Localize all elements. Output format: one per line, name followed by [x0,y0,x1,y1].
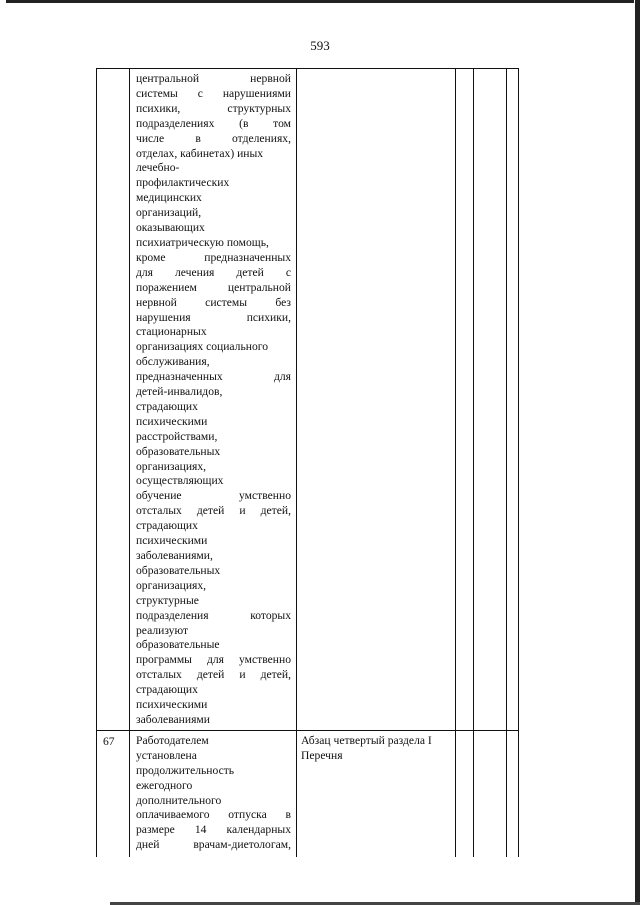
text-line: поражением центральной [136,280,291,294]
text-line: психическими [136,414,208,428]
reference-line: Абзац четвертый раздела I [301,733,432,747]
text-line: образовательные [136,638,220,652]
text-line: нервной системы без [136,295,291,309]
text-line: программы для умственно [136,653,291,667]
text-line: лечебно- [136,161,180,175]
text-line: дополнительного [136,793,222,807]
text-line: страдающих [136,683,198,697]
text-line: центральной нервной [136,72,291,85]
text-line: заболеваниями [136,712,210,726]
page-number: 593 [310,38,330,53]
answer-cell-3 [507,69,519,731]
text-line: подразделения которых [136,608,291,622]
row-number-cell [97,69,130,731]
text-line: детей-инвалидов, [136,385,223,399]
text-line: организациях, [136,459,207,473]
text-line: установлена [136,748,197,762]
text-line: оплачиваемого отпуска в [136,808,291,822]
text-line: организаций, [136,206,202,220]
text-line: структурные [136,593,199,607]
text-line: обучение умственно [136,489,291,503]
table-row [97,730,519,857]
text-line: отделах, кабинетах) иных [136,146,264,160]
scan-right-edge [635,0,640,903]
text-line: числе в отделениях, [136,131,291,145]
row-number-cell: 67 [97,730,130,857]
text-line: заболеваниями, [136,549,213,562]
text-line: для лечения детей с [136,265,291,279]
answer-cell-2 [474,730,507,857]
text-line: ежегодного [136,778,193,792]
text-line: обслуживания, [136,355,210,369]
text-line: отсталых детей и детей, [136,668,291,682]
text-line: страдающих [136,519,198,533]
text-line: Работодателем [136,733,209,747]
document-table [96,68,519,857]
text-line: системы с нарушениями [136,86,291,100]
answer-cell-3 [507,730,519,857]
legal-reference-cell [297,69,456,731]
text-line: расстройствами, [136,429,218,443]
requirement-text-cell [130,69,297,731]
text-line: оказывающих [136,221,205,235]
text-line: психики, структурных [136,101,291,115]
reference-line: Перечня [301,748,343,762]
text-line: продолжительность [136,763,235,777]
text-line: предназначенных для [136,370,291,384]
text-line: нарушения психики, [136,310,291,324]
answer-cell-1 [456,730,474,857]
text-line: психическими [136,534,208,548]
text-line: осуществляющих [136,474,224,488]
text-line: подразделениях (в том [136,116,291,130]
answer-cell-1 [456,69,474,731]
text-line: организациях социального [136,340,269,354]
answer-cell-2 [474,69,507,731]
text-line: образовательных [136,563,221,577]
text-line: профилактических [136,176,230,190]
text-line: отсталых детей и детей, [136,504,291,518]
text-line: стационарных [136,325,207,339]
requirement-text-cell [130,730,297,857]
text-line: размере 14 календарных [136,823,291,837]
scan-top-edge [6,0,634,3]
text-line: кроме предназначенных [136,250,291,264]
text-line: страдающих [136,399,198,413]
text-line: реализуют [136,623,189,637]
text-line: образовательных [136,444,221,458]
text-line: медицинских [136,191,202,205]
text-line: психиатрическую помощь, [136,235,269,249]
text-line: психическими [136,698,208,712]
text-line: организациях, [136,578,207,592]
legal-reference-cell [297,730,456,857]
table-row [97,69,519,731]
text-line: дней врачам-диетологам, [136,838,291,852]
